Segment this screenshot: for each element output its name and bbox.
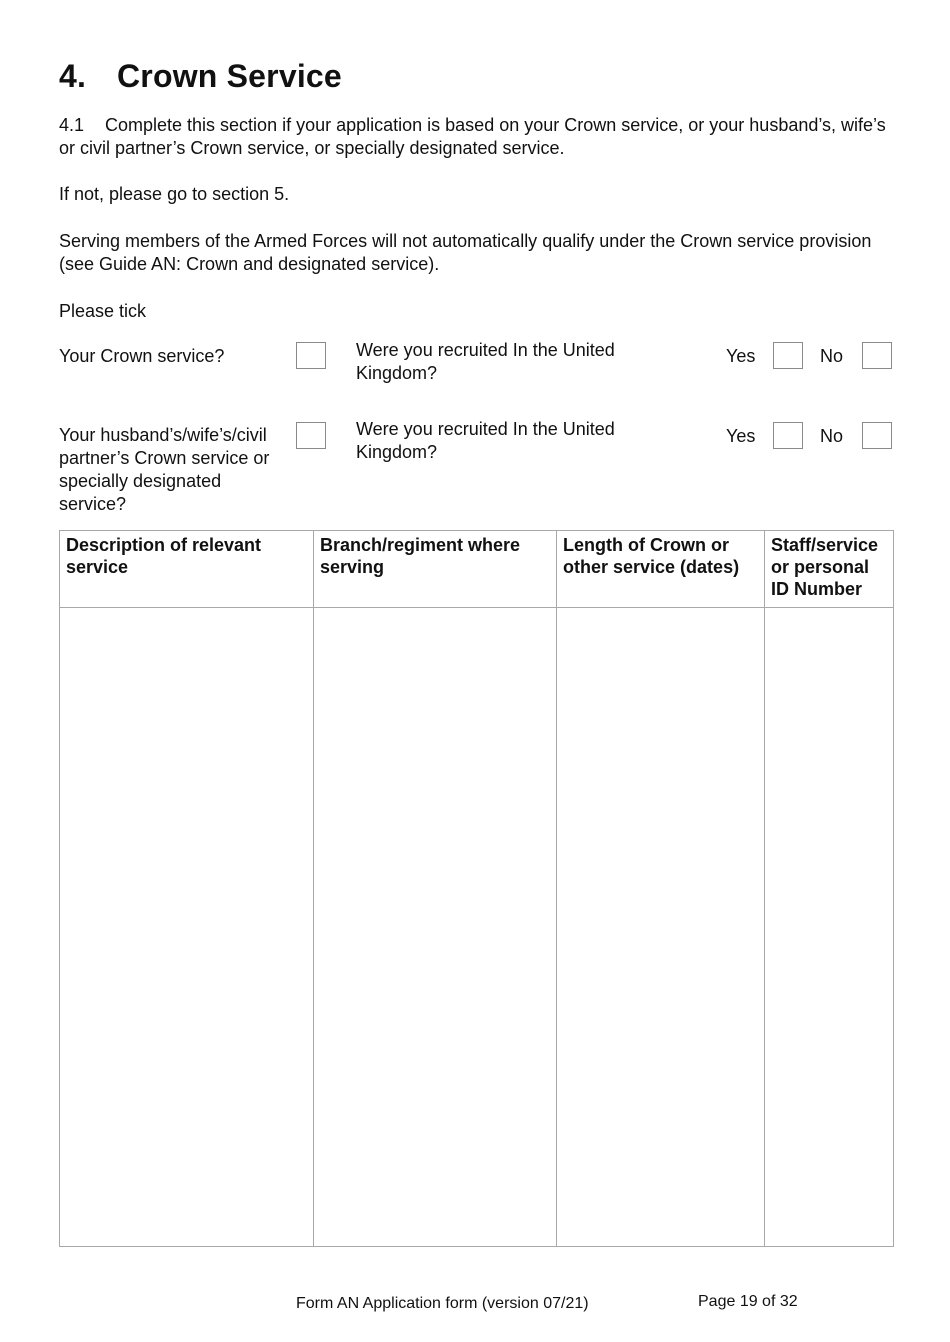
footer-form-name: Form AN Application form (version 07/21) (296, 1295, 589, 1312)
own-crown-service-checkbox[interactable] (296, 342, 326, 369)
partner-recruited-no-checkbox[interactable] (862, 422, 892, 449)
not-applicable-note: If not, please go to section 5. (59, 184, 290, 204)
description-cell[interactable] (60, 608, 314, 1247)
please-tick-label: Please tick (59, 301, 147, 321)
intro-text: Complete this section if your application is based on your Crown service, or your husband’s, wife’s or civil partner’s Crown service, or specially designated service. (59, 115, 886, 158)
intro-number: 4.1 (59, 115, 85, 135)
header-description: Description of relevant service (60, 531, 314, 608)
service-details-table (59, 530, 894, 1247)
partner-recruited-yes-checkbox[interactable] (773, 422, 803, 449)
own-recruited-yes-label: Yes (726, 346, 756, 366)
section-heading (59, 58, 342, 95)
length-of-service-cell[interactable] (557, 608, 765, 1247)
partner-recruited-no-label: No (820, 426, 844, 446)
partner-recruited-uk-question: Were you recruited In the United Kingdom? (356, 419, 615, 462)
own-recruited-no-checkbox[interactable] (862, 342, 892, 369)
intro-paragraph (59, 114, 899, 160)
footer-page-number: Page 19 of 32 (698, 1293, 798, 1310)
own-recruited-uk-question: Were you recruited In the United Kingdom? (356, 340, 615, 383)
header-branch-regiment: Branch/regiment where serving (314, 531, 557, 608)
header-id-number: Staff/service or personal ID Number (765, 531, 894, 608)
section-title: Crown Service (117, 58, 342, 94)
armed-forces-note: Serving members of the Armed Forces will not automatically qualify under the Crown service provision (see Guide AN: Crown and designated service). (59, 231, 872, 274)
own-crown-service-label: Your Crown service? (59, 346, 225, 366)
table-row (60, 608, 894, 1247)
partner-crown-service-label: Your husband’s/wife’s/civil partner’s Crown service or specially designated service? (59, 425, 270, 514)
section-number: 4. (59, 58, 87, 94)
partner-crown-service-checkbox[interactable] (296, 422, 326, 449)
own-recruited-no-label: No (820, 346, 844, 366)
branch-regiment-cell[interactable] (314, 608, 557, 1247)
id-number-cell[interactable] (765, 608, 894, 1247)
own-recruited-yes-checkbox[interactable] (773, 342, 803, 369)
table-header-row (60, 531, 894, 608)
header-length-of-service: Length of Crown or other service (dates) (557, 531, 765, 608)
partner-recruited-yes-label: Yes (726, 426, 756, 446)
